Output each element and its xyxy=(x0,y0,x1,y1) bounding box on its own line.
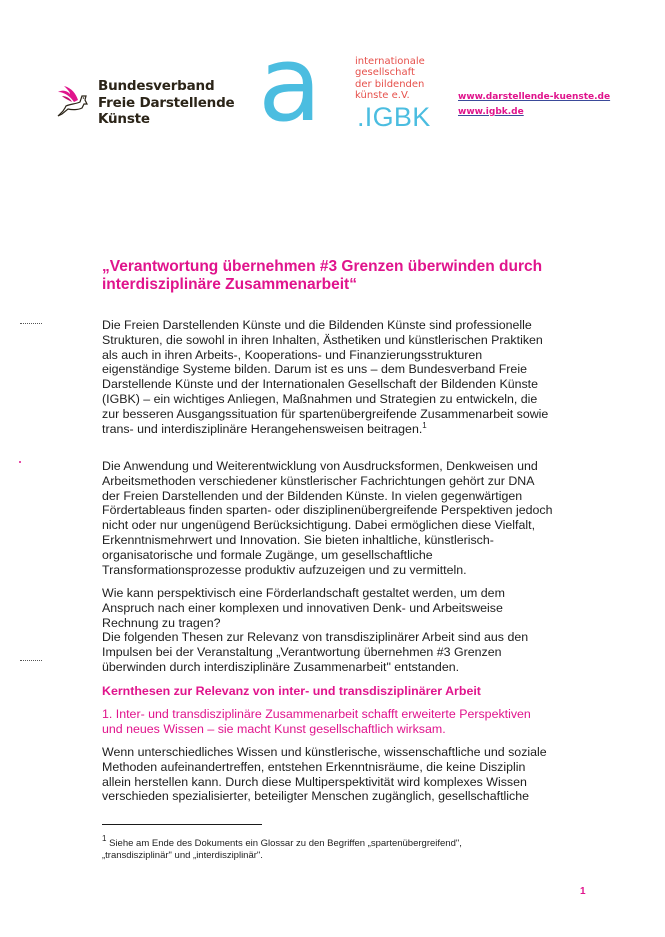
text-line: Rechnung zu tragen? xyxy=(102,615,221,630)
footnote-text: Siehe am Ende des Dokuments ein Glossar zu den Begriffen „spartenübergreifend", xyxy=(109,838,462,849)
footnote-reference[interactable]: 1 xyxy=(422,420,427,430)
text-line: Impulsen bei der Veranstaltung „Verantwortung übernehmen #3 Grenzen xyxy=(102,644,502,659)
text-line: Wenn unterschiedliches Wissen und künstlerische, wissenschaftliche und soziale xyxy=(102,745,547,759)
footnote-line: „transdisziplinär" und „interdisziplinär". xyxy=(102,850,263,861)
text-line: Darstellende Künste und der Internationalen Gesellschaft der Bildenden Künste xyxy=(102,377,539,392)
section-heading: Kernthesen zur Relevanz von inter- und transdisziplinärer Arbeit xyxy=(102,684,481,698)
winged-horse-icon xyxy=(52,82,92,122)
margin-mark xyxy=(19,461,21,463)
paragraph-dna xyxy=(102,459,602,577)
paragraph-theses-origin xyxy=(102,630,602,674)
title-line: interdisziplinäre Zusammenarbeit“ xyxy=(102,276,357,293)
text-line: Strukturen, die sowohl in ihren Inhalten, Ästhetiken und künstlerischen Praktiken xyxy=(102,332,543,347)
text-line: Transformationsprozesse produktiv aufzuzeigen und zu vermitteln. xyxy=(102,562,467,577)
text-line: Wie kann perspektivisch eine Förderlandschaft gestaltet werden, um dem xyxy=(102,586,505,600)
bfdk-logo xyxy=(52,78,235,128)
footnote xyxy=(102,834,582,862)
text-line: Die Freien Darstellenden Künste und die Bildenden Künste sind professionelle xyxy=(102,318,532,332)
text-line: zur besseren Ausgangssituation für spartenübergreifende Zusammenarbeit sowie xyxy=(102,406,549,421)
text-line: Methoden aufeinandertreffen, entstehen Erkenntnisräume, die keine Disziplin xyxy=(102,759,526,774)
page-number: 1 xyxy=(580,886,586,897)
footnote-number: 1 xyxy=(102,834,107,843)
bfdk-logo-line: Freie Darstellende xyxy=(98,94,235,111)
margin-mark xyxy=(20,323,42,324)
footnote-line xyxy=(102,834,582,850)
igbk-subtitle-line: der bildenden xyxy=(355,78,425,90)
text-line: und neues Wissen – sie macht Kunst gesellschaftlich wirksam. xyxy=(102,721,446,736)
text-line: Arbeitsmethoden verschiedener künstlerischer Fachrichtungen gehört zur DNA xyxy=(102,473,535,488)
text-line: nicht oder nur ungenügend Berücksichtigung. Dabei ermöglichen diese Vielfalt, xyxy=(102,518,536,533)
text-line: Die folgenden Thesen zur Relevanz von transdisziplinärer Arbeit sind aus den xyxy=(102,630,529,644)
paragraph-thesis-1-body xyxy=(102,745,602,804)
text-line: 1. Inter- und transdisziplinäre Zusammenarbeit schafft erweiterte Perspektiven xyxy=(102,707,531,721)
text-line: allein herstellen kann. Durch diese Multiperspektivität wird komplexes Wissen xyxy=(102,774,527,789)
text-line: überwinden durch interdisziplinäre Zusammenarbeit" entstanden. xyxy=(102,659,460,674)
igbk-logo xyxy=(258,23,438,145)
bfdk-logo-text xyxy=(98,78,235,128)
footnote-divider xyxy=(102,824,262,825)
text-line: als auch in ihren Arbeits-, Kooperations- und Finanzierungsstrukturen xyxy=(102,347,483,362)
link-darstellende-kuenste[interactable]: www.darstellende-kuenste.de xyxy=(458,92,611,102)
text-line: Fördertableaus finden sparten- oder disziplinenübergreifende Perspektiven jedoch xyxy=(102,503,553,518)
margin-mark xyxy=(20,660,42,661)
igbk-subtitle-line: internationale xyxy=(355,56,425,67)
text-line xyxy=(102,422,602,437)
header-links xyxy=(458,90,610,120)
text-line: Die Anwendung und Weiterentwicklung von Ausdrucksformen, Denkweisen und xyxy=(102,459,538,473)
title-line: „Verantwortung übernehmen #3 Grenzen überwinden durch xyxy=(102,258,543,275)
bfdk-logo-line: Bundesverband xyxy=(98,78,215,94)
text-line: Anspruch nach einer komplexen und innovativen Denk- und Arbeitsweise xyxy=(102,600,503,615)
igbk-logo-subtitle xyxy=(355,56,425,101)
link-igbk[interactable]: www.igbk.de xyxy=(458,107,524,117)
text-line: eigenständige Systeme bilden. Darum ist es uns – dem Bundesverband Freie xyxy=(102,362,527,377)
text-line-content: trans- und interdisziplinäre Herangehensweisen beitragen. xyxy=(102,421,423,436)
paragraph-question xyxy=(102,586,602,630)
thesis-1 xyxy=(102,707,602,737)
igbk-subtitle-line: gesellschaft xyxy=(355,67,415,79)
bfdk-logo-line: Künste xyxy=(98,111,150,127)
text-line: verschieden spezialisierter, beteiligter Menschen zugänglich, gesellschaftliche xyxy=(102,789,530,804)
igbk-logo-letter: a xyxy=(258,23,322,145)
text-line: der Freien Darstellenden und der Bildenden Künste. In vielen gegenwärtigen xyxy=(102,488,523,503)
document-title xyxy=(102,258,602,294)
igbk-subtitle-line: künste e.V. xyxy=(355,89,410,101)
text-line: organisatorische und formale Zugänge, um gesellschaftliche xyxy=(102,547,433,562)
paragraph-intro xyxy=(102,318,602,436)
igbk-logo-name: .IGBK xyxy=(357,102,431,132)
text-line: (IGBK) – ein wichtiges Anliegen, Maßnahmen und Strategien zu entwickeln, die xyxy=(102,391,538,406)
text-line: Erkenntnismehrwert und Innovation. Sie bieten inhaltliche, künstlerisch- xyxy=(102,532,494,547)
